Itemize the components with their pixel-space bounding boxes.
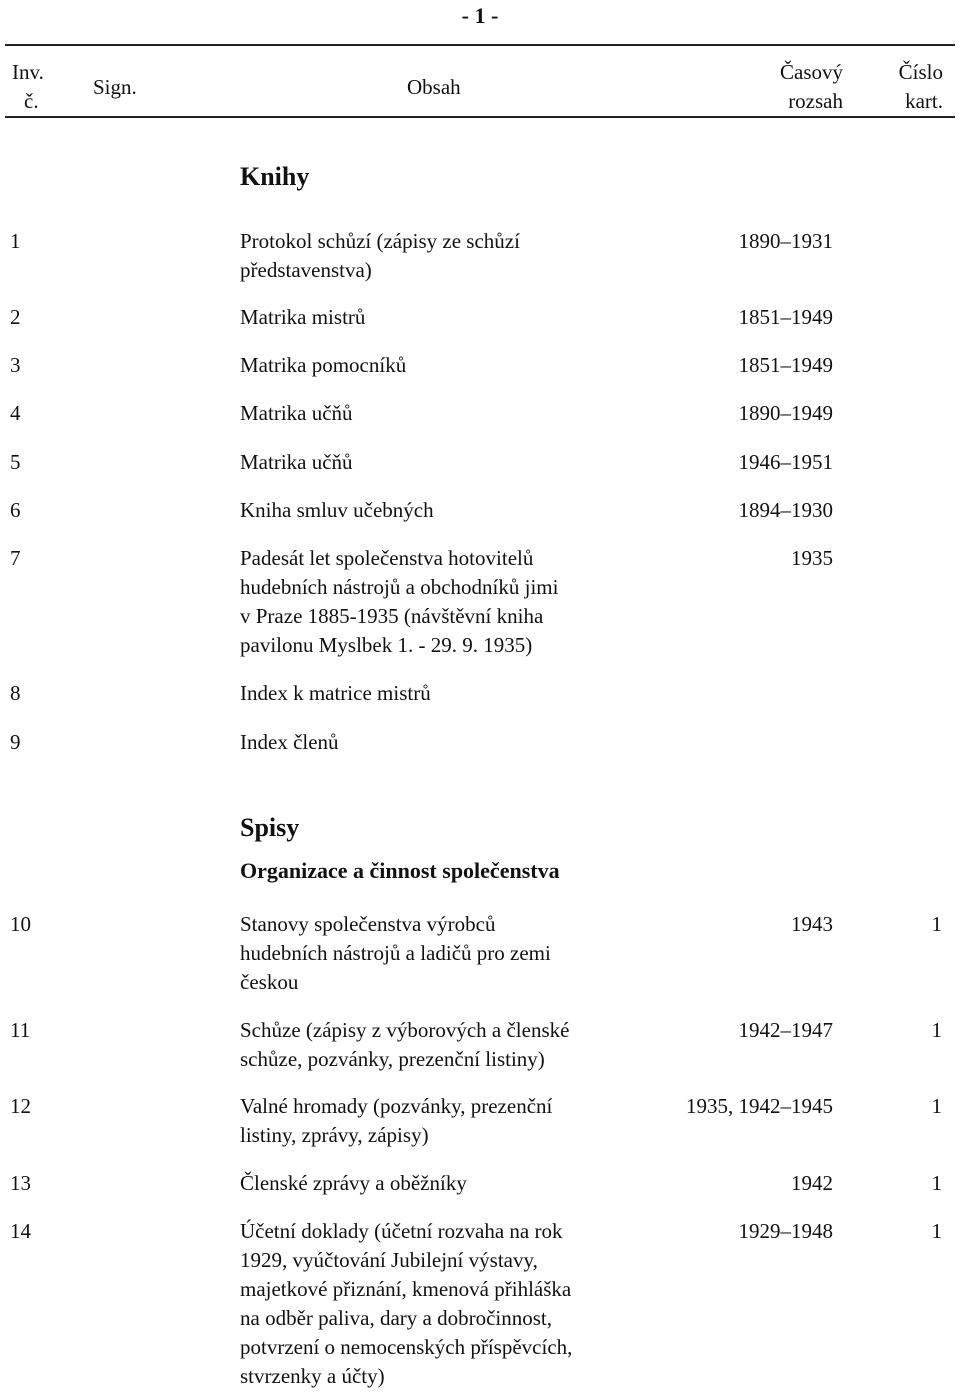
box-number: 1 — [931, 1219, 942, 1243]
item-description: 1929, vyúčtování Jubilejní výstavy, — [240, 1248, 538, 1272]
header-range-line1: Časový — [780, 60, 843, 84]
subsection-title: Organizace a činnost společenstva — [240, 858, 560, 883]
inventory-number: 7 — [10, 546, 21, 570]
inventory-number: 13 — [10, 1171, 31, 1195]
inventory-number: 4 — [10, 401, 21, 425]
time-range: 1890–1931 — [738, 229, 833, 253]
inventory-number: 5 — [10, 450, 21, 474]
inventory-number: 10 — [10, 912, 31, 936]
box-number: 1 — [931, 1171, 942, 1195]
item-description: Účetní doklady (účetní rozvaha na rok — [240, 1219, 563, 1243]
inventory-number: 8 — [10, 681, 21, 705]
item-description: pavilonu Myslbek 1. - 29. 9. 1935) — [240, 633, 533, 657]
header-content: Obsah — [407, 75, 461, 99]
time-range: 1942 — [791, 1171, 833, 1195]
item-description: stvrzenky a účty) — [240, 1364, 385, 1388]
item-description: Stanovy společenstva výrobců — [240, 912, 496, 936]
inventory-number: 3 — [10, 353, 21, 377]
section-title: Knihy — [240, 162, 310, 191]
item-description: Matrika učňů — [240, 450, 353, 474]
item-description: hudebních nástrojů a ladičů pro zemi — [240, 941, 551, 965]
time-range: 1894–1930 — [738, 498, 833, 522]
inventory-number: 9 — [10, 730, 21, 754]
header-box-line1: Číslo — [898, 60, 943, 84]
header-inv-line2: č. — [24, 89, 39, 113]
inventory-number: 6 — [10, 498, 21, 522]
time-range: 1935, 1942–1945 — [686, 1094, 833, 1118]
inventory-number: 14 — [10, 1219, 31, 1243]
item-description: Padesát let společenstva hotovitelů — [240, 546, 534, 570]
item-description: Protokol schůzí (zápisy ze schůzí — [240, 229, 520, 253]
item-description: Matrika pomocníků — [240, 353, 407, 377]
box-number: 1 — [931, 1018, 942, 1042]
inventory-number: 1 — [10, 229, 21, 253]
item-description: Schůze (zápisy z výborových a členské — [240, 1018, 570, 1042]
header-range-line2: rozsah — [788, 89, 843, 113]
header-bottom-rule — [5, 116, 955, 118]
item-description: Kniha smluv učebných — [240, 498, 434, 522]
item-description: Index k matrice mistrů — [240, 681, 431, 705]
page-number: - 1 - — [461, 3, 499, 28]
item-description: Matrika mistrů — [240, 305, 366, 329]
time-range: 1851–1949 — [738, 305, 833, 329]
item-description: představenstva) — [240, 258, 372, 282]
inventory-number: 11 — [10, 1018, 31, 1042]
item-description: potvrzení o nemocenských příspěvcích, — [240, 1335, 573, 1359]
box-number: 1 — [931, 1094, 942, 1118]
time-range: 1942–1947 — [738, 1018, 833, 1042]
time-range: 1943 — [791, 912, 833, 936]
item-description: hudebních nástrojů a obchodníků jimi — [240, 575, 559, 599]
header-sign: Sign. — [93, 75, 137, 99]
item-description: Valné hromady (pozvánky, prezenční — [240, 1094, 553, 1118]
time-range: 1929–1948 — [738, 1219, 833, 1243]
item-description: českou — [240, 970, 299, 994]
header-inv-line1: Inv. — [12, 60, 44, 84]
item-description: v Praze 1885-1935 (návštěvní kniha — [240, 604, 544, 628]
section-title: Spisy — [240, 813, 300, 842]
time-range: 1851–1949 — [738, 353, 833, 377]
box-number: 1 — [931, 912, 942, 936]
item-description: Členské zprávy a oběžníky — [240, 1171, 467, 1195]
item-description: listiny, zprávy, zápisy) — [240, 1123, 429, 1147]
time-range: 1946–1951 — [738, 450, 833, 474]
item-description: Index členů — [240, 730, 339, 754]
time-range: 1890–1949 — [738, 401, 833, 425]
inventory-number: 2 — [10, 305, 21, 329]
item-description: schůze, pozvánky, prezenční listiny) — [240, 1047, 545, 1071]
header-box-line2: kart. — [905, 89, 943, 113]
item-description: Matrika učňů — [240, 401, 353, 425]
item-description: majetkové přiznání, kmenová přihláška — [240, 1277, 572, 1301]
header-top-rule — [5, 44, 955, 46]
item-description: na odběr paliva, dary a dobročinnost, — [240, 1306, 552, 1330]
time-range: 1935 — [791, 546, 833, 570]
inventory-number: 12 — [10, 1094, 31, 1118]
